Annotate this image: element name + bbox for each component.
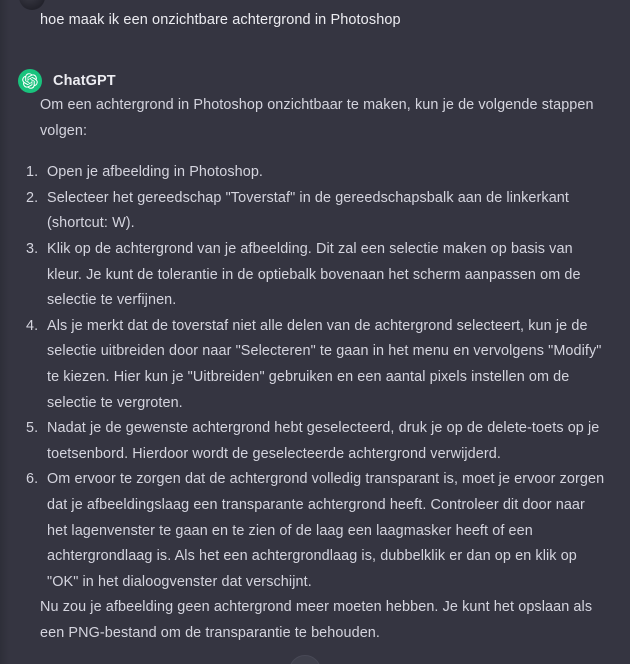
steps-list [40, 160, 605, 595]
scroll-to-bottom-button[interactable] [289, 655, 321, 664]
assistant-message-body [40, 93, 605, 646]
assistant-avatar [18, 69, 42, 93]
step-item-5: Nadat je de gewenste achtergrond hebt geselecteerd, druk je op de delete-toets op je toetsenbord. Hierdoor wordt de geselecteerde achtergrond verwijderd. [47, 420, 600, 462]
assistant-message-row [0, 69, 630, 646]
step-item-1: Open je afbeelding in Photoshop. [47, 164, 264, 181]
step-item-4: Als je merkt dat de toverstaf niet alle delen van de achtergrond selecteert, kun je de selectie uitbreiden door naar "Selecteren" te gaan in het menu en vervolgens "Modify" te kiezen. Hier kun je "Uitbreiden" gebruiken en een aantal pixels instellen om de selectie te vergroten. [47, 317, 602, 411]
step-item-3: Klik op de achtergrond van je afbeelding. Dit zal een selectie maken op basis van kleur. Je kunt de tolerantie in de optiebalk bovenaan het scherm aanpassen om de selectie te verfijnen. [47, 240, 581, 309]
assistant-header [18, 69, 605, 93]
user-message-row [0, 0, 630, 33]
assistant-intro-paragraph: Om een achtergrond in Photoshop onzichtbaar te maken, kun je de volgende stappen volgen: [40, 97, 594, 139]
assistant-outro-paragraph: Nu zou je afbeelding geen achtergrond meer moeten hebben. Je kunt het opslaan als een PNG-bestand om de transparantie te behouden. [40, 599, 593, 641]
window-left-edge [0, 0, 9, 664]
openai-logo-icon [22, 73, 38, 89]
step-item-6: Om ervoor te zorgen dat de achtergrond volledig transparant is, moet je ervoor zorgen dat je afbeeldingslaag een transparante achtergrond heeft. Controleer dit door naar het lagenvenster te gaan en te zien of de laag een laagmasker heeft of een achtergrondlaag is. Als het een achtergrondlaag is, dubbelklik er dan op en klik op "OK" in het dialoogvenster dat verschijnt. [47, 471, 605, 590]
step-item-2: Selecteer het gereedschap "Toverstaf" in de gereedschapsbalk aan de linkerkant (shortcut: W). [47, 189, 570, 232]
assistant-sender-name: ChatGPT [53, 73, 116, 89]
user-message-text: hoe maak ik een onzichtbare achtergrond in Photoshop [40, 12, 401, 28]
